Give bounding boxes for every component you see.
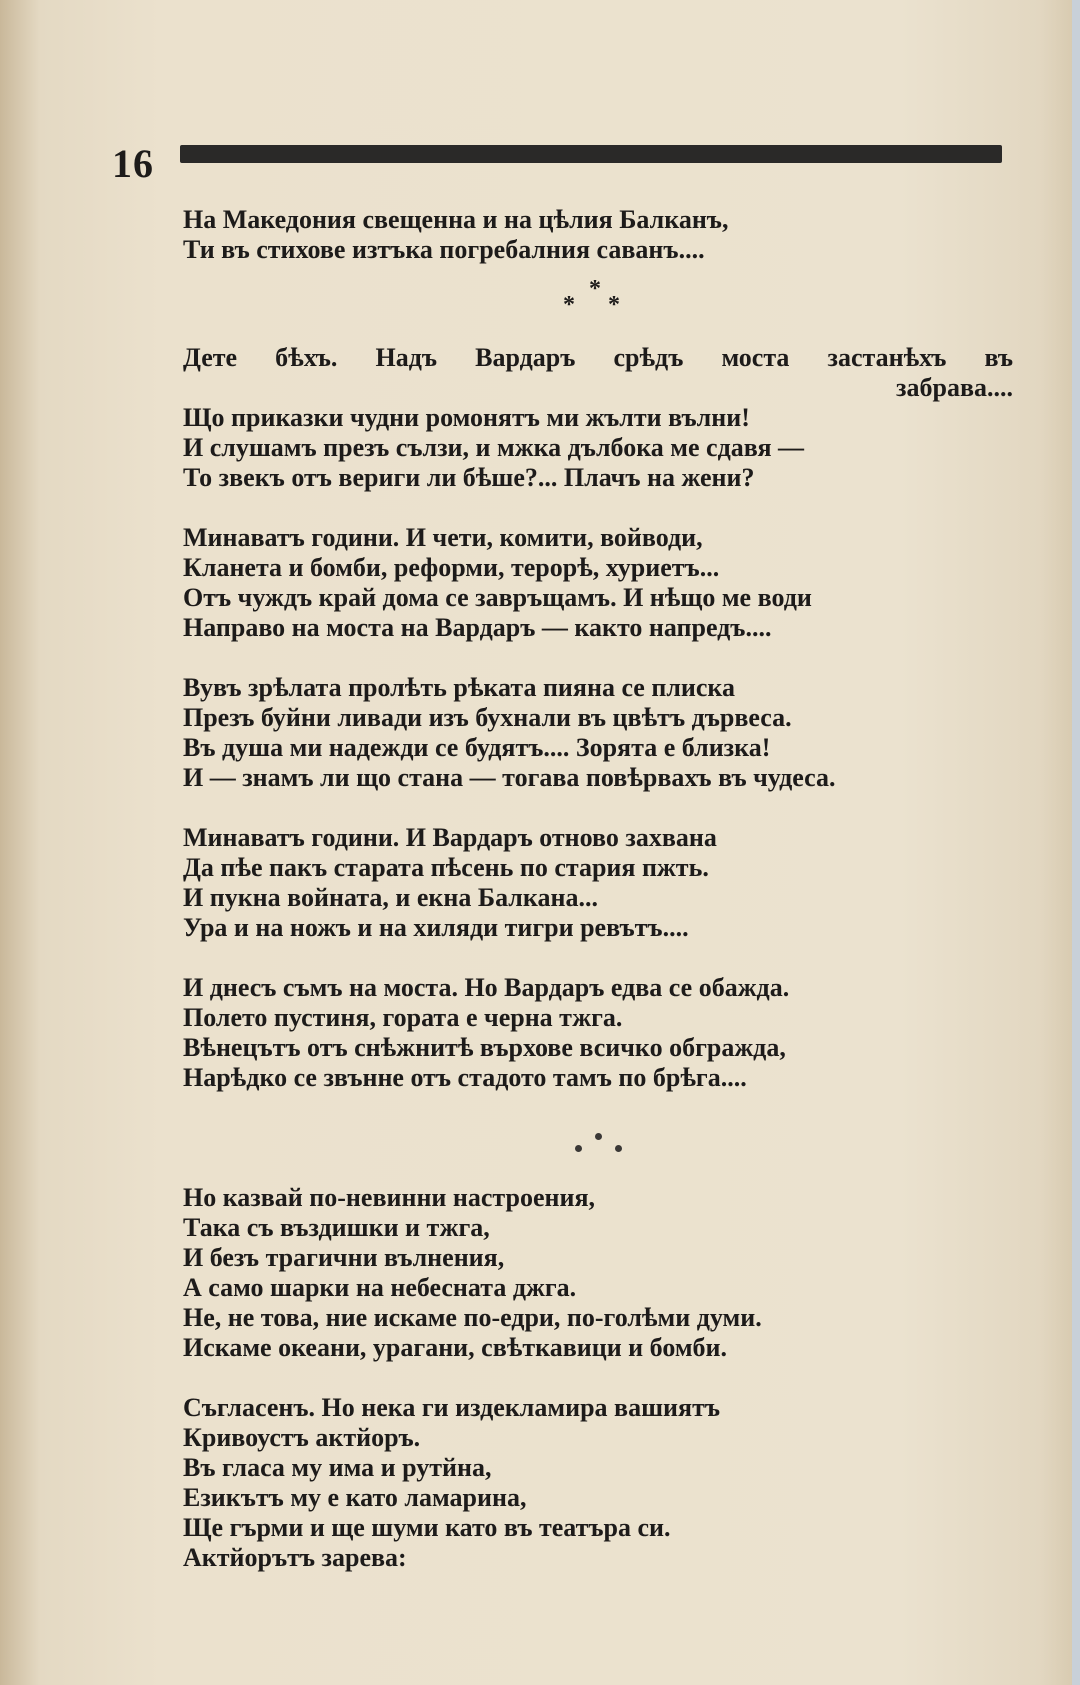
text-line: А само шарки на небесната джга. <box>183 1273 577 1302</box>
text-line: Направо на моста на Вардаръ — както напредъ.... <box>183 613 772 642</box>
stanza-gap <box>183 493 1013 523</box>
stanza-gap <box>183 793 1013 823</box>
text-line: Нарѣдко се звънне отъ стадото тамъ по брѣга.... <box>183 1063 747 1092</box>
text-line: Дете бѣхъ. Надъ Вардаръ срѣдъ моста застанѣхъ въ <box>183 343 1013 372</box>
text-line: И — знамъ ли що стана — тогава повѣрвахъ въ чудеса. <box>183 763 836 792</box>
stanza-gap <box>183 1363 1013 1393</box>
text-line: Съгласенъ. Но нека ги издекламира вашиятъ <box>183 1393 720 1422</box>
text-line: Така съ въздишки и тжга, <box>183 1213 490 1242</box>
text-line: И пукна войната, и екна Балкана... <box>183 883 598 912</box>
text-line: На Македония свещенна и на цѣлия Балканъ, <box>183 205 729 234</box>
text-line: Минаватъ години. И Вардаръ отново захвана <box>183 823 717 852</box>
asterism-star: * <box>589 276 601 302</box>
text-line: забрава.... <box>896 373 1013 402</box>
page-edge <box>1072 0 1080 1685</box>
text-line: Вувъ зрѣлата пролѣть рѣката пияна се плиска <box>183 673 736 702</box>
asterism-star: * <box>563 292 575 318</box>
asterism-dot <box>615 1145 622 1152</box>
text-line: Вѣнецътъ отъ снѣжнитѣ върхове всичко обгражда, <box>183 1033 786 1062</box>
stanza-gap <box>183 943 1013 973</box>
stanza-gap <box>183 643 1013 673</box>
text-line: Кланета и бомби, реформи, терорѣ, хуриетъ... <box>183 553 720 582</box>
asterism-divider <box>183 1093 1013 1183</box>
text-line: Що приказки чудни ромонятъ ми жълти вълни! <box>183 403 750 432</box>
text-line: Искаме океани, урагани, свѣткавици и бомби. <box>183 1333 728 1362</box>
text-line: Да пѣе пакъ старата пѣсень по стария пжть. <box>183 853 709 882</box>
text-line: Въ душа ми надежди се будятъ.... Зорята е близка! <box>183 733 771 762</box>
text-line: Кривоустъ актйоръ. <box>183 1423 421 1452</box>
text-line: И днесъ съмъ на моста. Но Вардаръ едва се обажда. <box>183 973 790 1002</box>
poem-text <box>183 205 1013 1573</box>
header-rule <box>180 145 1002 163</box>
asterism-dot <box>575 1145 582 1152</box>
text-line: Ура и на ножъ и на хиляди тигри ревътъ.... <box>183 913 689 942</box>
asterism-star: * <box>608 292 620 318</box>
text-line: И безъ трагични вълнения, <box>183 1243 505 1272</box>
asterism-dot <box>595 1133 602 1140</box>
text-line: Полето пустиня, гората е черна тжга. <box>183 1003 623 1032</box>
text-line: Не, не това, ние искаме по-едри, по-голѣми думи. <box>183 1303 762 1332</box>
asterism-divider <box>183 275 1013 329</box>
text-line: Презъ буйни ливади изъ бухнали въ цвѣтъ дървеса. <box>183 703 792 732</box>
text-line: Ти въ стихове изтъка погребалния саванъ.... <box>183 235 705 264</box>
text-line: Актйорътъ зарева: <box>183 1543 407 1572</box>
text-line: Но казвай по-невинни настроения, <box>183 1183 596 1212</box>
page-number: 16 <box>112 141 154 186</box>
text-line: Въ гласа му има и рутйна, <box>183 1453 492 1482</box>
text-line: То звекъ отъ вериги ли бѣше?... Плачъ на жени? <box>183 463 755 492</box>
text-line: Ще гърми и ще шуми като въ театъра си. <box>183 1513 671 1542</box>
text-line: Отъ чуждъ край дома се завръщамъ. И нѣщо ме води <box>183 583 812 612</box>
text-line: И слушамъ презъ сълзи, и мжка дълбока ме сдавя — <box>183 433 805 462</box>
text-line: Езикътъ му е като ламарина, <box>183 1483 527 1512</box>
text-line: Минаватъ години. И чети, комити, войводи, <box>183 523 703 552</box>
